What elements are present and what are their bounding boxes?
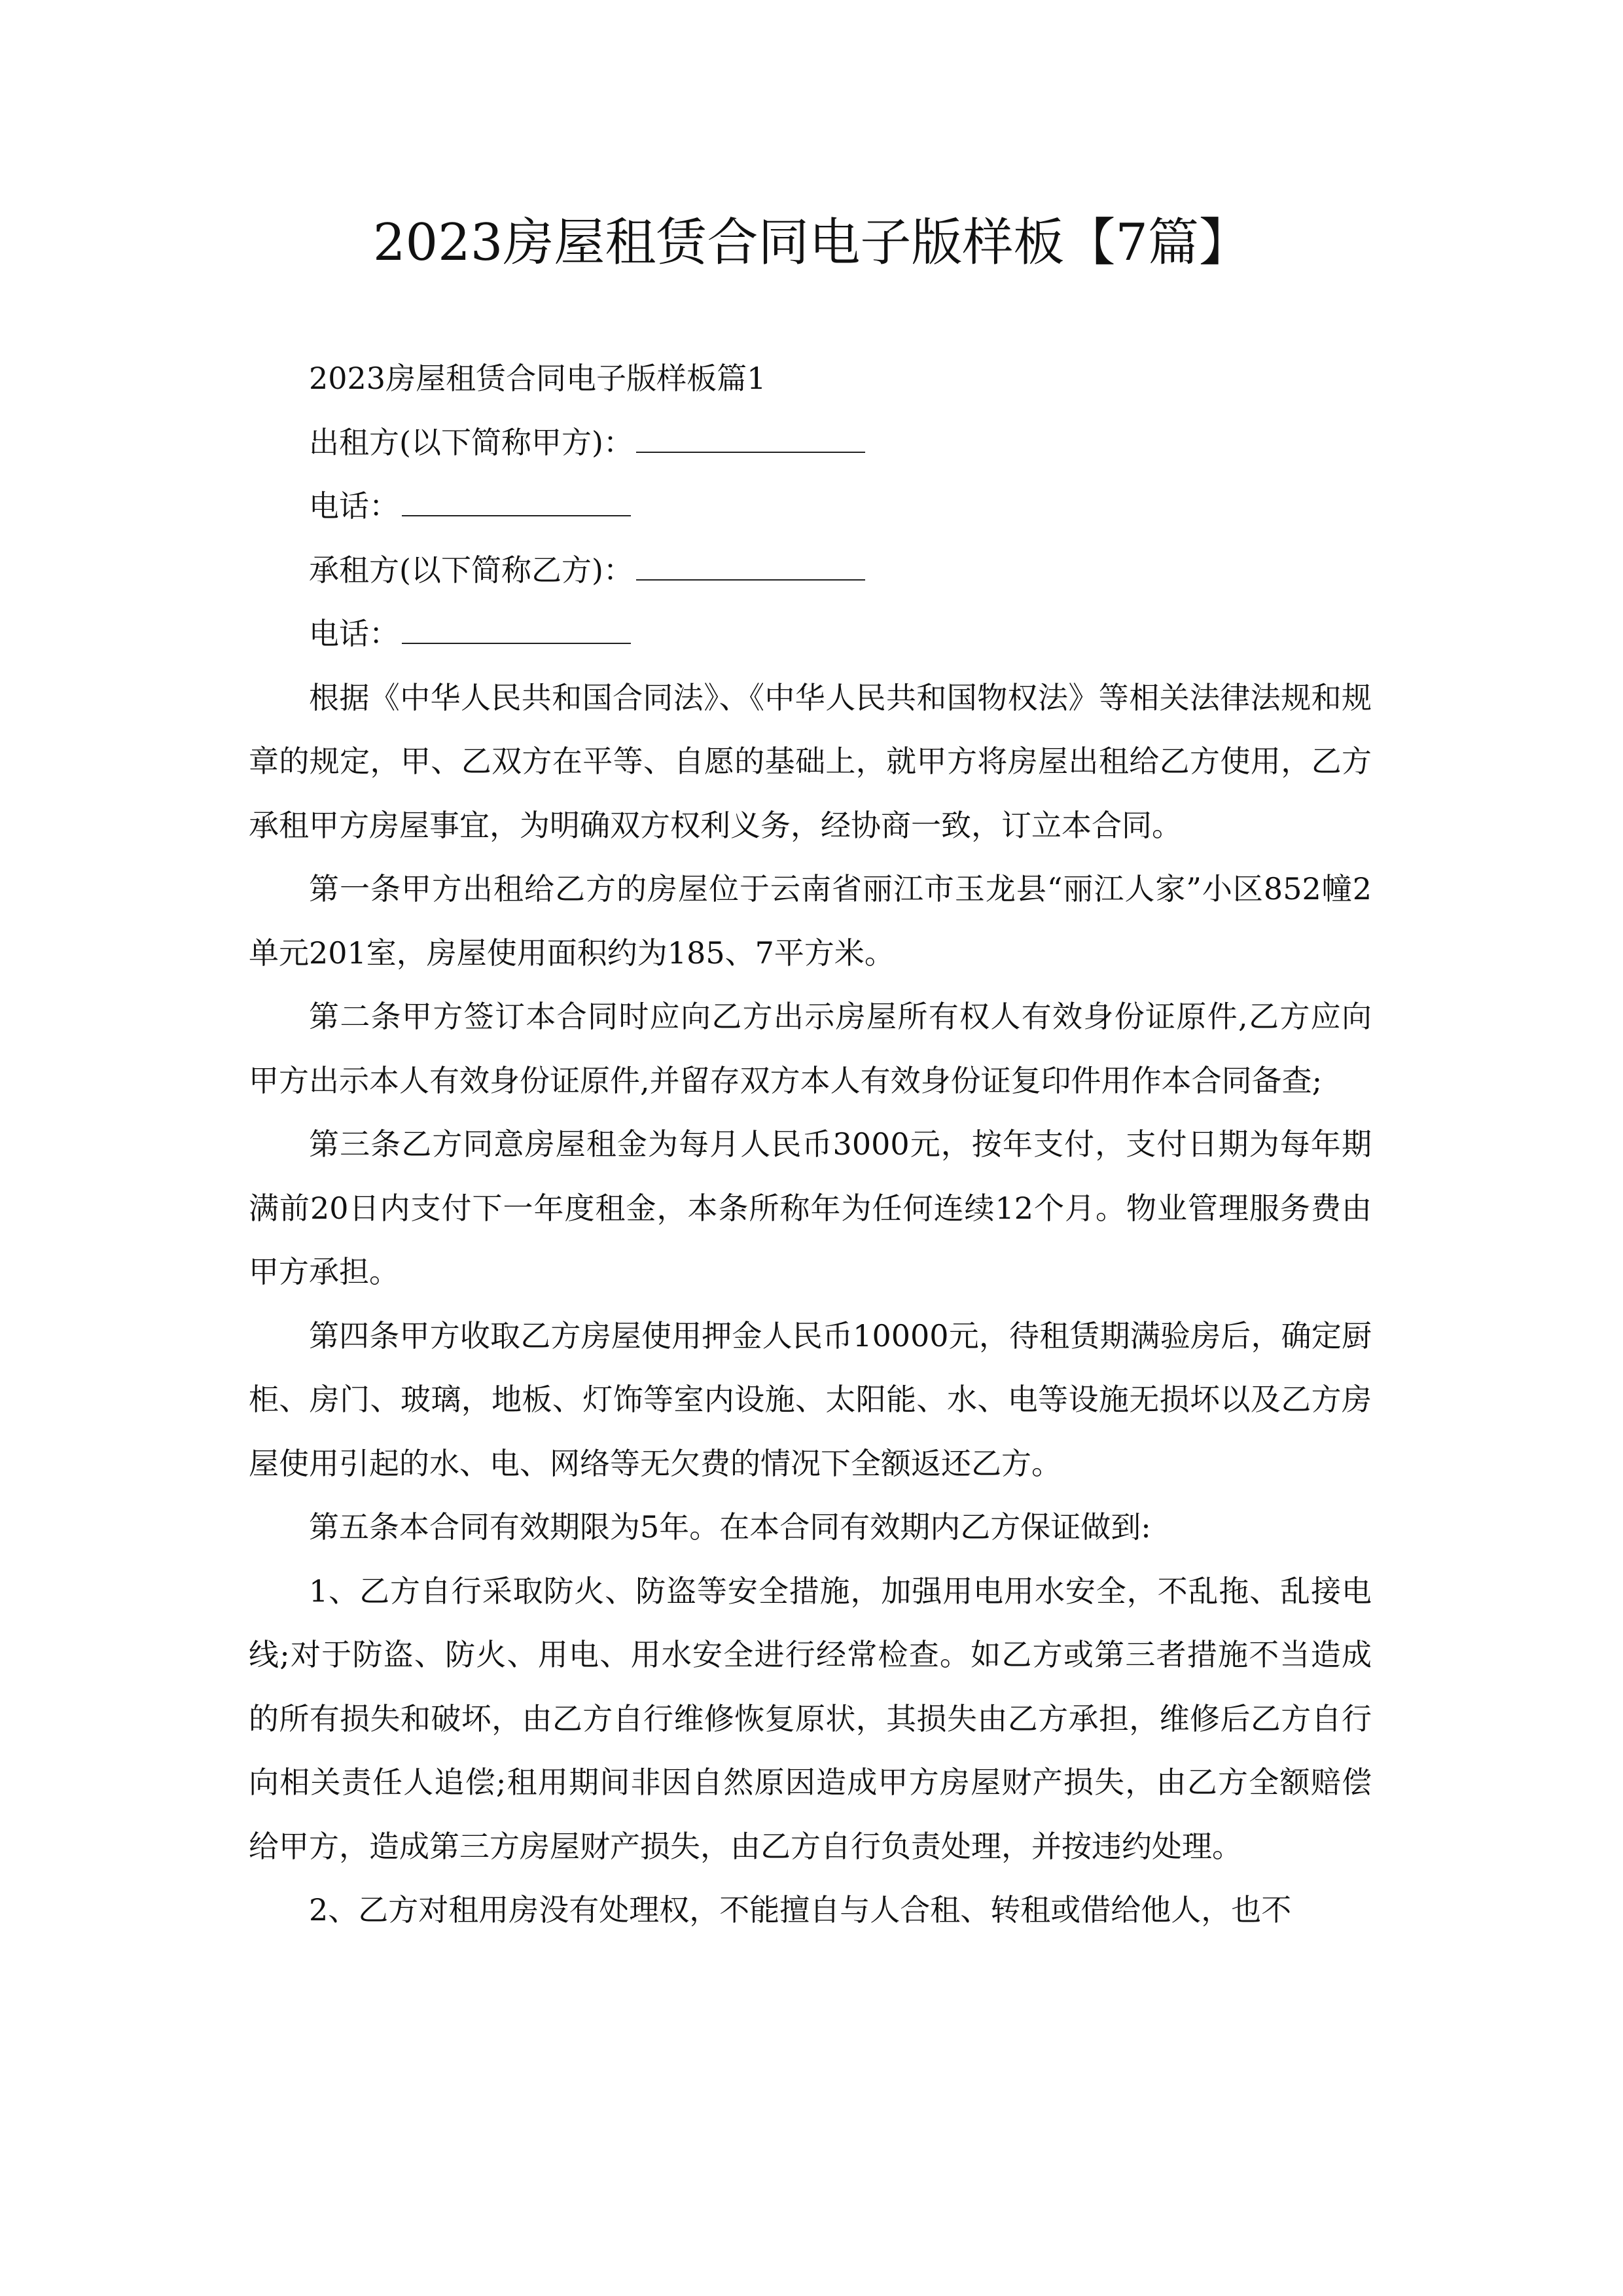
- paragraph-article-5: 第五条本合同有效期限为5年。在本合同有效期内乙方保证做到:: [309, 1509, 1151, 1545]
- lessee-field: [249, 539, 1372, 603]
- lessee-phone-field: [249, 602, 1372, 666]
- lessor-phone-label: 电话：: [309, 488, 399, 524]
- lessee-label: 承租方(以下简称乙方)：: [309, 552, 633, 588]
- lessee-blank[interactable]: [636, 556, 865, 581]
- lessor-phone-field: [249, 475, 1372, 539]
- paragraph-clause-1: 1、乙方自行采取防火、防盗等安全措施，加强用电用水安全，不乱拖、乱接电线;对于防盗、防火、用电、用水安全进行经常检查。如乙方或第三者措施不当造成的所有损失和破坏，由乙方自行维修恢复原状，其损失由乙方承担，维修后乙方自行向相关责任人追偿;租用期间非因自然原因造成甲方房屋财产损失，由乙方全额赔偿给甲方，造成第三方房屋财产损失，由乙方自行负责处理，并按违约处理。: [249, 1573, 1372, 1864]
- paragraph-article-2: 第二条甲方签订本合同时应向乙方出示房屋所有权人有效身份证原件,乙方应向甲方出示本人有效身份证原件,并留存双方本人有效身份证复印件用作本合同备查;: [249, 999, 1372, 1098]
- lessor-phone-blank[interactable]: [402, 492, 631, 516]
- document-title: 2023房屋租赁合同电子版样板【7篇】: [372, 213, 1251, 272]
- lessor-label: 出租方(以下简称甲方)：: [309, 424, 633, 460]
- lessee-phone-blank[interactable]: [402, 619, 631, 644]
- paragraph-preamble: 根据《中华人民共和国合同法》、《中华人民共和国物权法》等相关法律法规和规章的规定，甲、乙双方在平等、自愿的基础上，就甲方将房屋出租给乙方使用，乙方承租甲方房屋事宜，为明确双方权利义务，经协商一致，订立本合同。: [249, 679, 1372, 843]
- section-heading: 2023房屋租赁合同电子版样板篇1: [309, 361, 766, 396]
- lessor-blank[interactable]: [636, 428, 865, 453]
- paragraph-article-4: 第四条甲方收取乙方房屋使用押金人民币10000元，待租赁期满验房后，确定厨柜、房门、玻璃，地板、灯饰等室内设施、太阳能、水、电等设施无损坏以及乙方房屋使用引起的水、电、网络等无欠费的情况下全额返还乙方。: [249, 1318, 1372, 1481]
- lessee-phone-label: 电话：: [309, 616, 399, 651]
- paragraph-article-1: 第一条甲方出租给乙方的房屋位于云南省丽江市玉龙县“丽江人家”小区852幢2单元201室，房屋使用面积约为185、7平方米。: [249, 871, 1372, 971]
- lessor-field: [249, 411, 1372, 475]
- paragraph-article-3: 第三条乙方同意房屋租金为每月人民币3000元，按年支付，支付日期为每年期满前20日内支付下一年度租金，本条所称年为任何连续12个月。物业管理服务费由甲方承担。: [249, 1126, 1372, 1289]
- paragraph-clause-2: 2、乙方对租用房没有处理权，不能擅自与人合租、转租或借给他人，也不: [309, 1892, 1292, 1928]
- document-body: [249, 347, 1372, 1943]
